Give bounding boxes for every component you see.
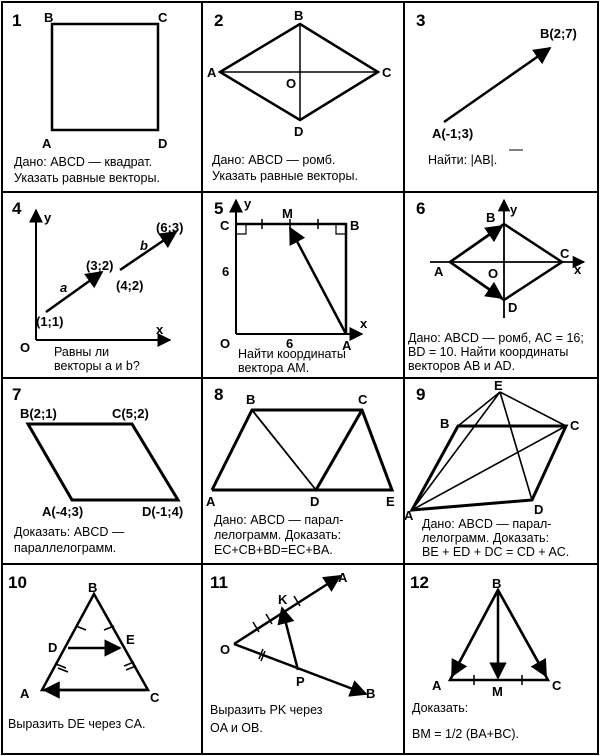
label-c: C	[158, 10, 168, 25]
cell-12-line-1: Доказать:	[412, 701, 469, 715]
vector-b	[120, 232, 176, 270]
cell-1-line-1: Дано: ABCD — квадрат.	[14, 155, 153, 169]
label-b: B(2;7)	[540, 26, 577, 41]
vector-am	[290, 228, 346, 334]
label-e: E	[494, 378, 503, 393]
label-a: A	[432, 678, 442, 693]
cell-7-line-2: параллелограмм.	[14, 541, 117, 555]
cell-2-number: 2	[214, 11, 224, 30]
segment-ae	[412, 392, 500, 510]
label-d: D	[158, 136, 168, 151]
cell-1	[12, 10, 168, 185]
cell-4-number: 4	[12, 199, 22, 218]
cell-6-number: 6	[416, 199, 426, 218]
cell-5	[214, 196, 368, 375]
label-a: A	[42, 136, 52, 151]
label-d: D	[310, 494, 320, 509]
point-3-2: (3;2)	[86, 258, 114, 273]
cell-4-line-1: Равны ли	[54, 345, 110, 359]
cell-9-number: 9	[416, 385, 426, 404]
label-a: A	[342, 338, 352, 353]
vector-ab	[444, 48, 550, 122]
label-x: x	[360, 316, 368, 331]
cell-9-line-1: Дано: ABCD — парал-	[422, 517, 552, 531]
cell-8-number: 8	[214, 385, 224, 404]
cell-2-line-1: Дано: ABCD — ромб.	[212, 153, 336, 167]
vector-ba	[452, 590, 498, 676]
cell-9-line-3: BE + ED + DC = CD + AC.	[422, 545, 570, 559]
label-six-x: 6	[286, 336, 294, 351]
right-angle-b	[336, 224, 346, 234]
label-y: y	[44, 210, 52, 225]
cell-12-line-2: BM = 1/2 (BA+BC).	[412, 727, 519, 741]
vector-ab	[450, 226, 502, 262]
square-abcd	[52, 24, 158, 130]
label-m: M	[492, 684, 503, 699]
label-a: A(-4;3)	[42, 504, 84, 519]
label-e: E	[126, 632, 135, 647]
cell-5-line-1: Найти координаты	[238, 347, 346, 361]
label-a: A	[20, 686, 30, 701]
cell-7	[12, 385, 183, 555]
cell-9-line-2: лелограмм. Доказать:	[422, 531, 550, 545]
cell-6-line-2: BD = 10. Найти координаты	[408, 345, 569, 359]
point-4-2: (4;2)	[116, 278, 144, 293]
cell-7-line-1: Доказать: ABCD —	[14, 525, 125, 539]
label-d: D	[534, 502, 544, 517]
label-a: A	[207, 65, 217, 80]
label-d: D	[508, 300, 518, 315]
label-b: B	[350, 218, 360, 233]
cell-8-line-1: Дано: ABCD — парал-	[214, 513, 344, 527]
cell-6-line-1: Дано: ABCD — ромб, AC = 16;	[408, 331, 584, 345]
cell-4-line-2: векторы a и b?	[54, 359, 140, 373]
cell-8	[206, 385, 395, 557]
segment-bd	[252, 410, 316, 490]
segment-ec	[500, 392, 566, 426]
label-c: C	[358, 392, 368, 407]
label-a: A	[434, 264, 444, 279]
label-b: B(2;1)	[20, 406, 57, 421]
label-x: x	[156, 322, 164, 337]
label-c: C	[150, 690, 160, 705]
cell-12-number: 12	[410, 573, 429, 592]
label-c: C	[220, 218, 230, 233]
label-o: O	[20, 340, 31, 355]
cell-8-line-2: лелограмм. Доказать:	[214, 528, 342, 542]
cell-5-number: 5	[214, 199, 224, 218]
cell-3-number: 3	[416, 11, 426, 30]
ray-oa	[234, 576, 340, 644]
label-x: x	[574, 262, 582, 277]
cell-11-line-2: OA и OB.	[210, 721, 263, 735]
cell-6	[408, 199, 584, 373]
cell-10	[8, 573, 160, 731]
cell-10-number: 10	[8, 573, 27, 592]
label-c: C	[382, 65, 392, 80]
label-vector-a: a	[60, 280, 68, 295]
label-m: M	[282, 206, 293, 221]
label-p: P	[296, 674, 305, 689]
label-o: O	[220, 642, 231, 657]
label-c: C	[560, 246, 570, 261]
label-b: B	[44, 10, 54, 25]
vector-bc	[498, 590, 546, 676]
segment-ed	[500, 392, 532, 500]
label-o: O	[220, 336, 231, 351]
cell-6-line-3: векторов AB и AD.	[408, 359, 516, 373]
label-b: B	[294, 8, 304, 23]
cell-1-number: 1	[12, 11, 22, 30]
cell-3-line-1: Найти: |AB|.	[428, 153, 498, 167]
label-c: C	[570, 418, 580, 433]
label-b: B	[246, 392, 256, 407]
cell-9	[404, 378, 580, 559]
cell-4	[12, 199, 183, 373]
label-y: y	[510, 202, 518, 217]
cell-3	[416, 11, 577, 167]
label-a: A(-1;3)	[432, 126, 474, 141]
rectangle-sides	[236, 224, 346, 334]
cell-11-number: 11	[210, 573, 228, 592]
vector-pk	[282, 608, 298, 670]
label-b: B	[486, 210, 496, 225]
cell-7-number: 7	[12, 385, 22, 404]
label-a: A	[338, 570, 348, 585]
label-vector-b: b	[140, 238, 148, 253]
label-o: O	[488, 266, 499, 281]
point-6-3: (6;3)	[156, 220, 184, 235]
cell-11-line-1: Выразить PK через	[210, 703, 323, 717]
label-c: C	[552, 678, 562, 693]
cell-10-line-1: Выразить DE через CA.	[8, 717, 146, 731]
cell-11	[210, 570, 375, 735]
parallelogram-abcd	[28, 424, 178, 500]
label-d: D(-1;4)	[142, 504, 184, 519]
cell-5-line-2: вектора AM.	[238, 361, 310, 375]
label-d: D	[48, 640, 58, 655]
label-a: A	[206, 494, 216, 509]
label-y: y	[244, 196, 252, 211]
label-o: O	[286, 76, 297, 91]
cell-1-line-2: Указать равные векторы.	[14, 171, 160, 185]
cell-2	[207, 8, 392, 183]
cell-12	[410, 573, 562, 741]
vector-a	[46, 272, 102, 312]
label-k: K	[278, 592, 288, 607]
label-e: E	[386, 494, 395, 509]
cell-8-line-3: EC+CB+BD=EC+BA.	[214, 543, 333, 557]
label-a: A	[404, 508, 414, 523]
label-b: B	[440, 416, 450, 431]
segment-dc	[316, 410, 362, 490]
label-c: C(5;2)	[112, 406, 149, 421]
cell-2-line-2: Указать равные векторы.	[212, 169, 358, 183]
trapezoid-outline	[212, 410, 392, 490]
label-six-y: 6	[222, 264, 230, 279]
point-1-1: (1;1)	[36, 314, 64, 329]
label-b: B	[88, 580, 98, 595]
label-b: B	[492, 576, 502, 591]
label-d: D	[294, 124, 304, 139]
label-b: B	[366, 686, 376, 701]
right-angle-c	[236, 224, 246, 234]
